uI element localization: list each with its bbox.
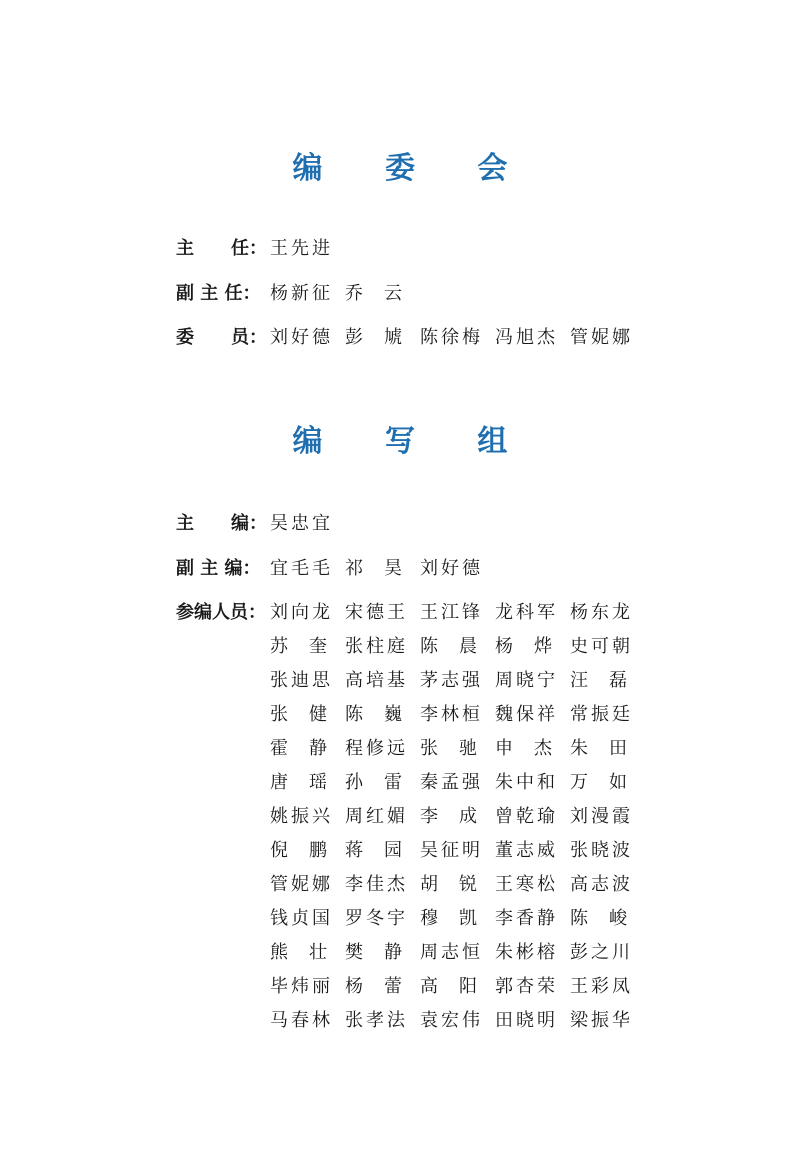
person-name: 茅志强 [420,670,480,691]
person-name: 周晓宁 [495,670,555,691]
person-name: 吴征明 [420,840,480,861]
person-name: 秦孟强 [420,772,480,793]
person-name: 李 成 [420,806,477,827]
person-name: 苏 奎 [270,636,327,657]
person-name: 魏保祥 [495,704,555,725]
person-name: 杨 蕾 [345,976,402,997]
person-name: 张晓波 [570,840,630,861]
person-name: 胡 锐 [420,874,477,895]
person-name: 杨东龙 [570,602,630,623]
row-label-first: 主 [176,513,194,534]
committee-title: 编 委 会 [292,151,534,186]
person-name: 祁 昊 [345,557,402,579]
person-name: 樊 静 [345,942,402,963]
row-label-last: 任： [231,238,267,259]
person-name: 管妮娜 [570,327,630,348]
person-name: 刘向龙 [270,602,330,623]
person-name: 王先进 [270,238,330,259]
person-name: 高培基 [345,670,405,691]
person-name: 彭 虓 [345,327,402,348]
writing-group-title: 编 写 组 [292,424,534,459]
person-name: 朱中和 [495,772,555,793]
person-name: 张孝法 [345,1010,405,1031]
person-name: 吴忠宜 [270,513,330,534]
person-name: 梁振华 [570,1010,630,1031]
person-name: 张迪思 [270,670,330,691]
person-name: 常振廷 [570,704,630,725]
person-name: 霍 静 [270,738,327,759]
row-label [176,600,270,626]
person-name: 袁宏伟 [420,1010,480,1031]
row-label-last: 编： [231,513,267,534]
person-name: 倪 鹏 [270,840,327,861]
person-name: 龙科军 [495,602,555,623]
person-name: 毕炜丽 [270,976,330,997]
person-name: 张 健 [270,704,327,725]
person-name: 姚振兴 [270,806,330,827]
person-name: 张 驰 [420,738,477,759]
person-name: 唐 瑶 [270,772,327,793]
person-name: 管妮娜 [270,874,330,895]
row-label [176,511,270,537]
person-name: 李香静 [495,908,555,929]
person-name: 彭之川 [570,942,630,963]
person-name: 王江锋 [420,602,480,623]
row-label-first: 主 [176,238,194,259]
person-name: 李佳杰 [345,874,405,895]
person-name: 程修远 [345,738,405,759]
person-name: 杨 烨 [495,636,552,657]
person-name: 申 杰 [495,738,552,759]
person-name: 陈徐梅 [420,327,480,348]
row-label [176,556,270,582]
row-label [176,281,270,307]
person-name: 刘好德 [270,327,330,348]
person-name: 冯旭杰 [495,327,555,348]
person-name: 朱彬榕 [495,942,555,963]
person-name: 张柱庭 [345,636,405,657]
person-name: 陈 巍 [345,704,402,725]
person-name: 陈 峻 [570,908,627,929]
person-name: 汪 磊 [570,670,627,691]
row-label-text: 副 主 编： [176,557,261,579]
person-name: 曾乾瑜 [495,806,555,827]
row-label [176,236,270,262]
person-name: 马春林 [270,1010,330,1031]
person-name: 高 阳 [420,976,477,997]
person-name: 穆 凯 [420,908,477,929]
row-label-text: 参编人员： [176,602,266,623]
row-label-last: 员： [231,327,267,348]
person-name: 刘好德 [420,557,480,579]
person-name: 钱贞国 [270,908,330,929]
person-name: 乔 云 [345,282,402,304]
person-name: 刘漫霞 [570,806,630,827]
person-name: 高志波 [570,874,630,895]
person-name: 田晓明 [495,1010,555,1031]
person-name: 周红媚 [345,806,405,827]
person-name: 万 如 [570,772,627,793]
person-name: 罗冬宇 [345,908,405,929]
person-name: 周志恒 [420,942,480,963]
person-name: 陈 晨 [420,636,477,657]
row-label-text: 副 主 任： [176,282,261,304]
person-name: 熊 壮 [270,942,327,963]
person-name: 朱 田 [570,738,627,759]
person-name: 史可朝 [570,636,630,657]
person-name: 蒋 园 [345,840,402,861]
person-name: 宋德王 [345,602,405,623]
row-label [176,325,270,351]
person-name: 孙 雷 [345,772,402,793]
row-label-first: 委 [176,327,194,348]
person-name: 宜毛毛 [270,557,330,579]
person-name: 杨新征 [270,282,330,304]
person-name: 郭杏荣 [495,976,555,997]
person-name: 董志威 [495,840,555,861]
person-name: 李林桓 [420,704,480,725]
person-name: 王寒松 [495,874,555,895]
person-name: 王彩凤 [570,976,630,997]
